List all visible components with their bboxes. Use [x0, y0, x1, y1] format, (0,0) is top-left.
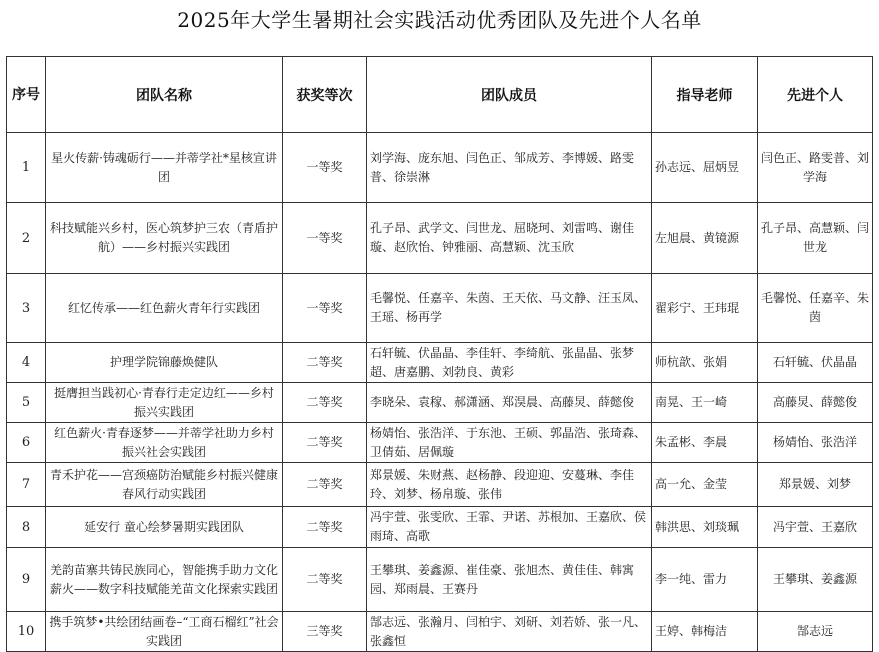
table-header-row — [7, 57, 873, 133]
team-name: 延安行 童心绘梦暑期实践团队 — [46, 507, 283, 548]
row-number: 10 — [7, 612, 46, 652]
table-row — [7, 133, 873, 203]
advisors: 王婷、韩梅洁 — [652, 612, 758, 652]
advisors: 南晃、王一崎 — [652, 383, 758, 423]
table-row — [7, 612, 873, 652]
advanced-individuals: 毛馨悦、任嘉辛、朱茵 — [758, 274, 873, 343]
team-name: 星火传薪·铸魂砺行——并蒂学社*星核宣讲团 — [46, 133, 283, 203]
table-row — [7, 423, 873, 463]
table-row — [7, 203, 873, 274]
row-number: 4 — [7, 343, 46, 383]
award-level: 一等奖 — [283, 203, 367, 274]
award-level: 一等奖 — [283, 133, 367, 203]
advanced-individuals: 石轩毓、伏晶晶 — [758, 343, 873, 383]
row-number: 5 — [7, 383, 46, 423]
team-name: 红忆传承——红色薪火青年行实践团 — [46, 274, 283, 343]
advanced-individuals: 孔子昂、高慧颖、闫世龙 — [758, 203, 873, 274]
row-number: 6 — [7, 423, 46, 463]
advanced-individuals: 郑景媛、刘梦 — [758, 463, 873, 507]
team-name: 护理学院锦藤焕健队 — [46, 343, 283, 383]
team-members: 冯宇萱、张雯欣、王霏、尹诺、苏根加、王嘉欣、侯雨琦、高歌 — [367, 507, 652, 548]
award-level: 二等奖 — [283, 343, 367, 383]
advanced-individuals: 王攀琪、姜鑫源 — [758, 548, 873, 612]
advanced-individuals: 闫色正、路雯普、刘学海 — [758, 133, 873, 203]
team-members: 石轩毓、伏晶晶、李佳轩、李绮航、张晶晶、张梦超、唐嘉鹏、刘勃良、黄彩 — [367, 343, 652, 383]
advisors: 韩洪思、刘琰珮 — [652, 507, 758, 548]
page-title: 2025年大学生暑期社会实践活动优秀团队及先进个人名单 — [177, 8, 702, 32]
team-members: 毛馨悦、任嘉辛、朱茵、王天依、马文静、汪玉凤、王瑶、杨再学 — [367, 274, 652, 343]
table-row — [7, 383, 873, 423]
award-level: 三等奖 — [283, 612, 367, 652]
row-number: 2 — [7, 203, 46, 274]
award-level: 二等奖 — [283, 463, 367, 507]
award-level: 一等奖 — [283, 274, 367, 343]
team-name: 红色薪火·青春逐梦——并蒂学社助力乡村振兴社会实践团 — [46, 423, 283, 463]
advisors: 翟彩宁、王玮琨 — [652, 274, 758, 343]
row-number: 7 — [7, 463, 46, 507]
award-level: 二等奖 — [283, 507, 367, 548]
advisors: 孙志远、屈炳昱 — [652, 133, 758, 203]
award-level: 二等奖 — [283, 423, 367, 463]
team-members: 孔子昂、武学文、闫世龙、屈晓珂、刘雷鸣、谢佳璇、赵欣怡、钟雅丽、高慧颖、沈玉欣 — [367, 203, 652, 274]
team-name: 科技赋能兴乡村，医心筑梦护三农（青盾护航）——乡村振兴实践团 — [46, 203, 283, 274]
advanced-individuals: 高藤炅、薛懿俊 — [758, 383, 873, 423]
advisors: 朱孟彬、李晨 — [652, 423, 758, 463]
row-number: 9 — [7, 548, 46, 612]
team-name: 挺膺担当践初心·青春行走定边红——乡村振兴实践团 — [46, 383, 283, 423]
header-advanced-individuals: 先进个人 — [758, 57, 873, 133]
team-name: 青禾护花——宫颈癌防治赋能乡村振兴健康春风行动实践团 — [46, 463, 283, 507]
row-number: 8 — [7, 507, 46, 548]
award-level: 二等奖 — [283, 383, 367, 423]
team-name: 携手筑梦•共绘团结画卷–“工商石榴红”社会实践团 — [46, 612, 283, 652]
advanced-individuals: 杨婧怡、张浩洋 — [758, 423, 873, 463]
award-level: 二等奖 — [283, 548, 367, 612]
team-members: 郑景媛、朱财燕、赵杨静、段迎迎、安蔓琳、李佳玲、刘梦、杨帛璇、张伟 — [367, 463, 652, 507]
advisors: 高一允、金莹 — [652, 463, 758, 507]
header-advisor: 指导老师 — [652, 57, 758, 133]
row-number: 3 — [7, 274, 46, 343]
advisors: 左旭晨、黄镜源 — [652, 203, 758, 274]
row-number: 1 — [7, 133, 46, 203]
table-row — [7, 548, 873, 612]
table-row — [7, 507, 873, 548]
team-members: 杨婧怡、张浩洋、于东池、王硕、郭晶浩、张琦森、卫倩茹、居佩璇 — [367, 423, 652, 463]
header-members: 团队成员 — [367, 57, 652, 133]
advanced-individuals: 郜志远 — [758, 612, 873, 652]
team-members: 王攀琪、姜鑫源、崔佳豪、张旭杰、黄佳佳、韩寓园、郑雨晨、王赛丹 — [367, 548, 652, 612]
team-members: 郜志远、张瀚月、闫柏宇、刘研、刘若娇、张一凡、张鑫恒 — [367, 612, 652, 652]
team-name: 羌韵苗寨共铸民族同心，智能携手助力文化薪火——数字科技赋能羌苗文化探索实践团 — [46, 548, 283, 612]
table-row — [7, 274, 873, 343]
team-members: 刘学海、庞东旭、闫色正、邹成芳、李博媛、路雯普、徐崇淋 — [367, 133, 652, 203]
header-award-level: 获奖等次 — [283, 57, 367, 133]
table-row — [7, 343, 873, 383]
header-team-name: 团队名称 — [46, 57, 283, 133]
advanced-individuals: 冯宇萱、王嘉欣 — [758, 507, 873, 548]
advisors: 李一纯、雷力 — [652, 548, 758, 612]
award-table — [6, 56, 873, 652]
table-row — [7, 463, 873, 507]
header-no: 序号 — [7, 57, 46, 133]
advisors: 师杭歆、张娟 — [652, 343, 758, 383]
team-members: 李晓朵、袁稼、郝潇涵、郑淏晨、高藤炅、薛懿俊 — [367, 383, 652, 423]
